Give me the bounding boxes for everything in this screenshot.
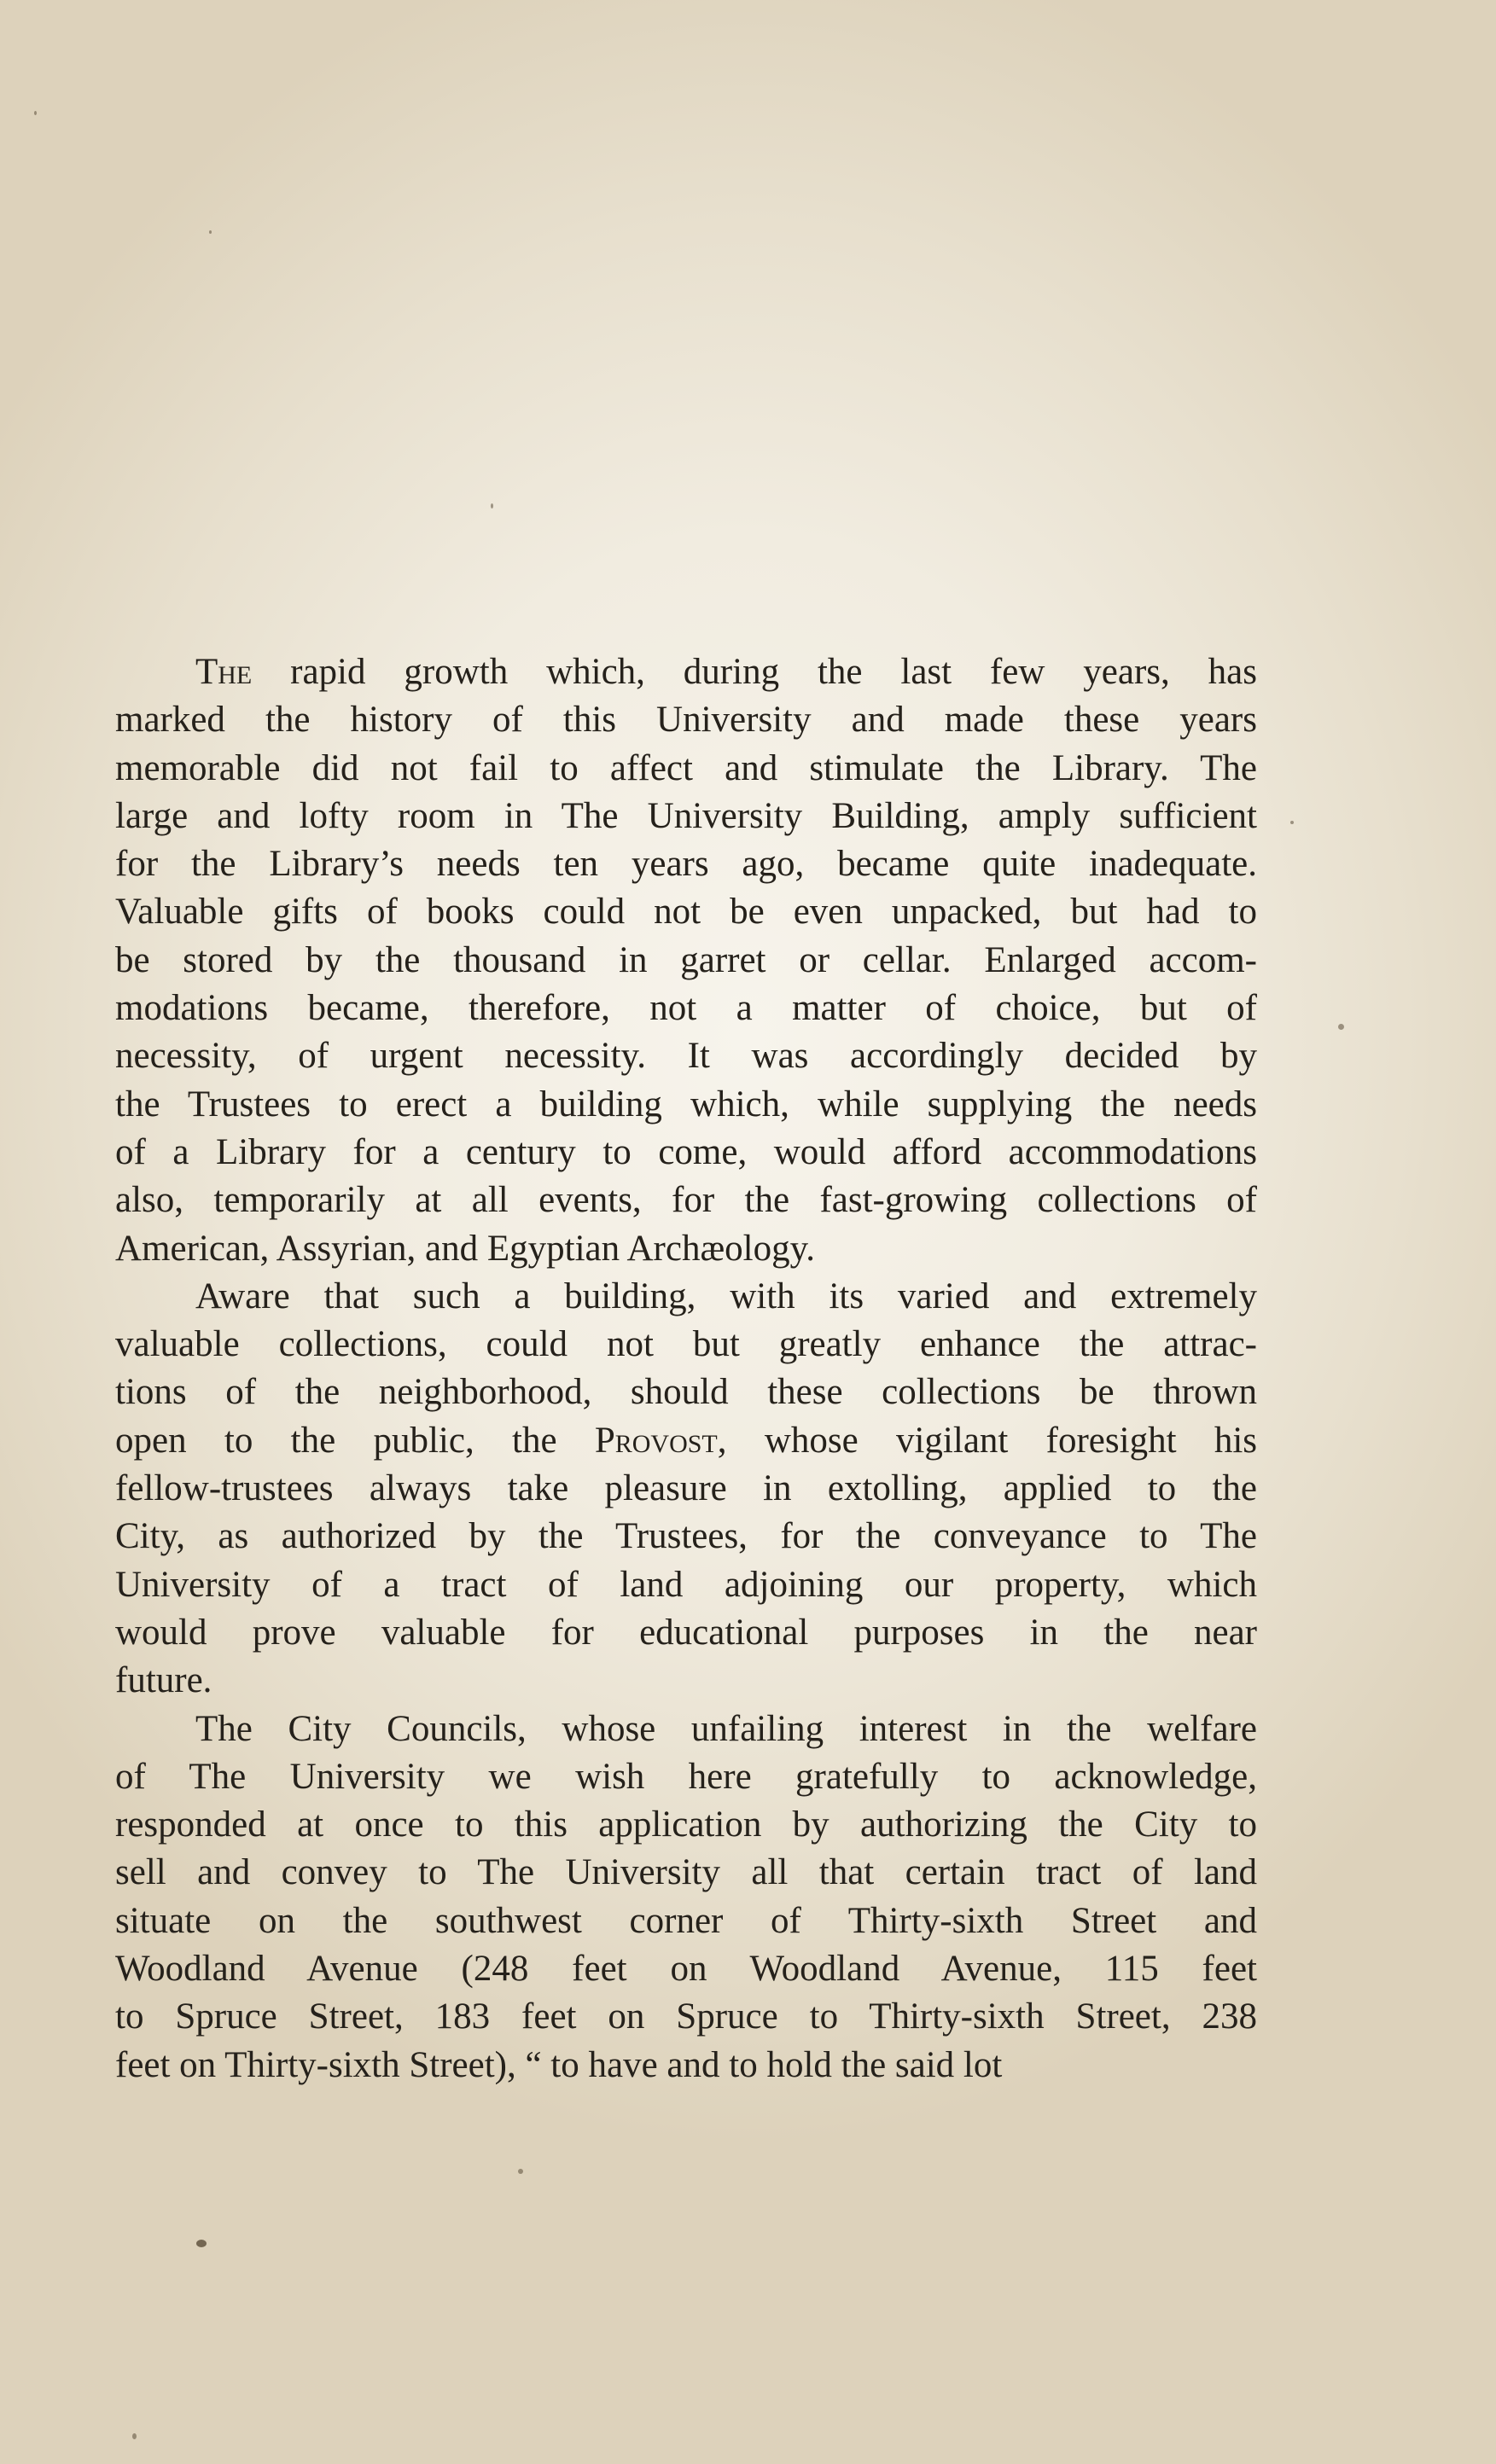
small-caps-word: Provost (594, 1420, 718, 1461)
text-run: University of a tract of land adjoining our property, which (115, 1564, 1257, 1605)
text-line (115, 1513, 1257, 1560)
text-line (115, 1609, 1257, 1657)
text-line (115, 1465, 1257, 1513)
paper-speck (1290, 821, 1294, 824)
text-line (115, 793, 1257, 840)
paper-speck (1338, 1024, 1344, 1030)
text-run: large and lofty room in The University Building, amply sufficient (115, 795, 1257, 836)
text-run: valuable collections, could not but greatly enhance the attrac- (115, 1324, 1257, 1365)
text-line (115, 1225, 1257, 1273)
text-line (115, 1081, 1257, 1129)
small-caps-word: The (195, 652, 253, 692)
text-run: Valuable gifts of books could not be even unpacked, but had to (115, 892, 1257, 933)
text-run: The City Councils, whose unfailing interest in the welfare (195, 1708, 1257, 1749)
text-line (115, 1849, 1257, 1897)
text-run: responded at once to this application by authorizing the City to (115, 1804, 1257, 1845)
text-run: Aware that such a building, with its varied and extremely (195, 1276, 1257, 1316)
text-line (115, 2042, 1257, 2089)
text-run: the Trustees to erect a building which, while supplying the needs (115, 1084, 1257, 1124)
text-line (115, 1032, 1257, 1080)
text-line (115, 1561, 1257, 1609)
text-run: of The University we wish here gratefully to acknowledge, (115, 1756, 1257, 1797)
text-line (115, 1129, 1257, 1177)
text-line (115, 696, 1257, 744)
text-run: necessity, of urgent necessity. It was accordingly decided by (115, 1036, 1257, 1077)
text-run: memorable did not fail to affect and stimulate the Library. The (115, 747, 1257, 788)
text-run: situate on the southwest corner of Thirty-sixth Street and (115, 1900, 1257, 1941)
text-line (115, 1177, 1257, 1224)
text-run: open to the public, the (115, 1420, 595, 1461)
text-line (115, 840, 1257, 888)
text-run: fellow-trustees always take pleasure in extolling, applied to the (115, 1468, 1257, 1509)
body-text (115, 648, 1257, 2089)
text-line (115, 1657, 1257, 1705)
text-line (115, 1897, 1257, 1945)
paper-speck (34, 111, 37, 115)
text-line (115, 1993, 1257, 2041)
text-line (115, 745, 1257, 793)
text-line (115, 937, 1257, 985)
text-run: would prove valuable for educational purposes in the near (115, 1612, 1257, 1653)
text-run: of a Library for a century to come, would afford accommodations (115, 1131, 1257, 1172)
paper-speck (491, 503, 493, 508)
text-run: also, temporarily at all events, for the fast-growing collections of (115, 1180, 1257, 1221)
paper-speck (518, 2169, 523, 2174)
text-run: American, Assyrian, and Egyptian Archæology. (115, 1228, 816, 1269)
text-run: to Spruce Street, 183 feet on Spruce to Thirty-sixth Street, 238 (115, 1996, 1257, 2037)
text-run: City, as authorized by the Trustees, for the conveyance to The (115, 1516, 1257, 1557)
paper-speck (196, 2240, 207, 2247)
text-run: modations became, therefore, not a matter of choice, but of (115, 988, 1257, 1029)
text-run: rapid growth which, during the last few years, has (252, 652, 1257, 692)
text-run: for the Library’s needs ten years ago, became quite inadequate. (115, 844, 1257, 885)
paper-speck (132, 2433, 137, 2439)
text-run: marked the history of this University and made these years (115, 700, 1257, 741)
text-line (115, 1706, 1257, 1753)
text-line (115, 888, 1257, 936)
text-run: be stored by the thousand in garret or cellar. Enlarged accom- (115, 939, 1257, 980)
text-line (115, 1945, 1257, 1993)
text-run: , whose vigilant foresight his (717, 1420, 1257, 1461)
paper-speck (209, 230, 212, 234)
text-run: Woodland Avenue (248 feet on Woodland Avenue, 115 feet (115, 1949, 1257, 1990)
text-run: future. (115, 1660, 212, 1701)
text-run: tions of the neighborhood, should these collections be thrown (115, 1372, 1257, 1413)
text-line (115, 1801, 1257, 1849)
text-run: sell and convey to The University all that certain tract of land (115, 1852, 1257, 1893)
text-line (115, 1417, 1257, 1465)
text-line (115, 985, 1257, 1032)
text-line (115, 648, 1257, 696)
text-run: feet on Thirty-sixth Street), “ to have and to hold the said lot (115, 2044, 1003, 2085)
text-line (115, 1369, 1257, 1416)
text-line (115, 1321, 1257, 1369)
text-line (115, 1753, 1257, 1801)
text-line (115, 1273, 1257, 1321)
